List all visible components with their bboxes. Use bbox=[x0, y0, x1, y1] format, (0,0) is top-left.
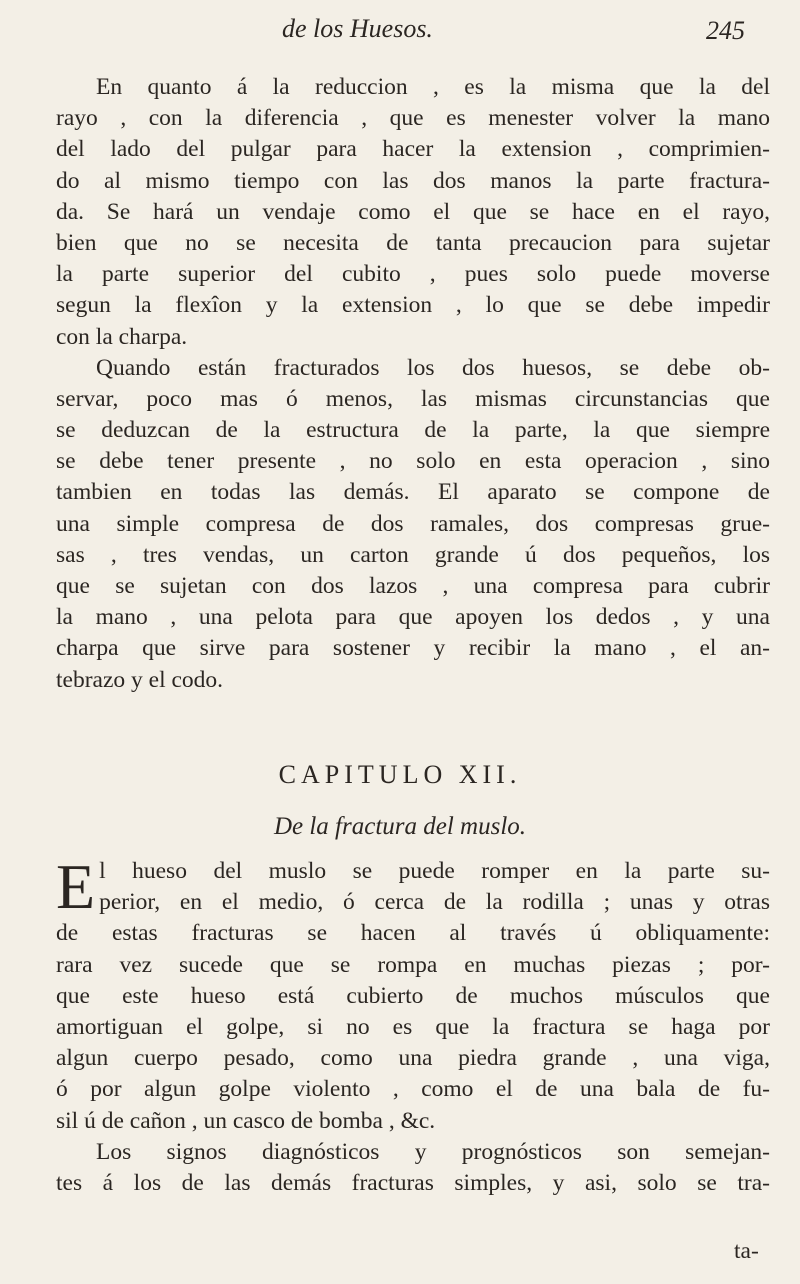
chapter-subtitle: De la fractura del muslo. bbox=[273, 813, 527, 840]
text-line: del lado del pulgar para hacer la extension , comprimien- bbox=[56, 136, 770, 163]
text-line: tebrazo y el codo. bbox=[56, 666, 224, 693]
text-line: que se sujetan con dos lazos , una compresa para cubrir bbox=[56, 573, 770, 599]
text-line: segun la flexîon y la extension , lo que se debe impedir bbox=[56, 292, 770, 319]
paragraph-reduccion bbox=[56, 72, 770, 353]
text-line: servar, poco mas ó menos, las mismas circunstancias que bbox=[56, 385, 770, 412]
text-line: se deduzcan de la estructura de la parte, la que siempre bbox=[56, 417, 770, 444]
text-line: charpa que sirve para sostener y recibir la mano , el an- bbox=[56, 635, 770, 662]
text-line: Los signos diagnósticos y prognósticos son semejan- bbox=[96, 1138, 770, 1165]
text-line: bien que no se necesita de tanta precaucion para sujetar bbox=[56, 229, 770, 256]
text-line: una simple compresa de dos ramales, dos compresas grue- bbox=[56, 510, 770, 537]
text-line: tes á los de las demás fracturas simples, y asi, solo se tra- bbox=[56, 1169, 770, 1196]
text-line: rayo , con la diferencia , que es menester volver la mano bbox=[56, 105, 770, 132]
text-line: do al mismo tiempo con las dos manos la parte fractura- bbox=[56, 167, 770, 194]
chapter-heading: CAPITULO XII. bbox=[278, 760, 522, 789]
page-header bbox=[0, 14, 800, 54]
text-line: Quando están fracturados los dos huesos, se debe ob- bbox=[96, 354, 770, 381]
text-line: perior, en el medio, ó cerca de la rodilla ; unas y otras bbox=[99, 889, 770, 916]
text-line: se debe tener presente , no solo en esta operacion , sino bbox=[56, 448, 770, 475]
paragraph-signos bbox=[56, 1137, 770, 1199]
text-line: rara vez sucede que se rompa en muchas piezas ; por- bbox=[56, 951, 770, 978]
text-line: sas , tres vendas, un carton grande ú dos pequeños, los bbox=[56, 541, 770, 568]
text-line: de estas fracturas se hacen al través ú obliquamente: bbox=[56, 920, 770, 947]
body-text-top bbox=[56, 72, 770, 696]
catchword: ta- bbox=[734, 1238, 759, 1264]
text-line: da. Se hará un vendaje como el que se hace en el rayo, bbox=[56, 198, 770, 225]
page-number: 245 bbox=[706, 16, 745, 45]
running-title: de los Huesos. bbox=[282, 14, 433, 43]
text-line: la parte superior del cubito , pues solo puede moverse bbox=[56, 261, 770, 288]
text-line: En quanto á la reduccion , es la misma que la del bbox=[96, 74, 770, 100]
body-text-bottom bbox=[56, 851, 770, 1199]
drop-cap: E bbox=[56, 851, 96, 922]
paragraph-fracturados bbox=[56, 353, 770, 696]
text-line: que este hueso está cubierto de muchos músculos que bbox=[56, 982, 770, 1009]
text-line: amortiguan el golpe, si no es que la fractura se haga por bbox=[56, 1013, 770, 1040]
text-line: l hueso del muslo se puede romper en la parte su- bbox=[99, 858, 770, 884]
text-line: sil ú de cañon , un casco de bomba , &c. bbox=[56, 1107, 436, 1134]
text-line: tambien en todas las demás. El aparato se compone de bbox=[56, 479, 770, 506]
text-line: la mano , una pelota para que apoyen los dedos , y una bbox=[56, 604, 770, 631]
text-line: con la charpa. bbox=[56, 323, 188, 350]
text-line: algun cuerpo pesado, como una piedra grande , una viga, bbox=[56, 1045, 770, 1072]
paragraph-hueso-del-muslo bbox=[56, 851, 770, 1137]
text-line: ó por algun golpe violento , como el de una bala de fu- bbox=[56, 1076, 770, 1103]
